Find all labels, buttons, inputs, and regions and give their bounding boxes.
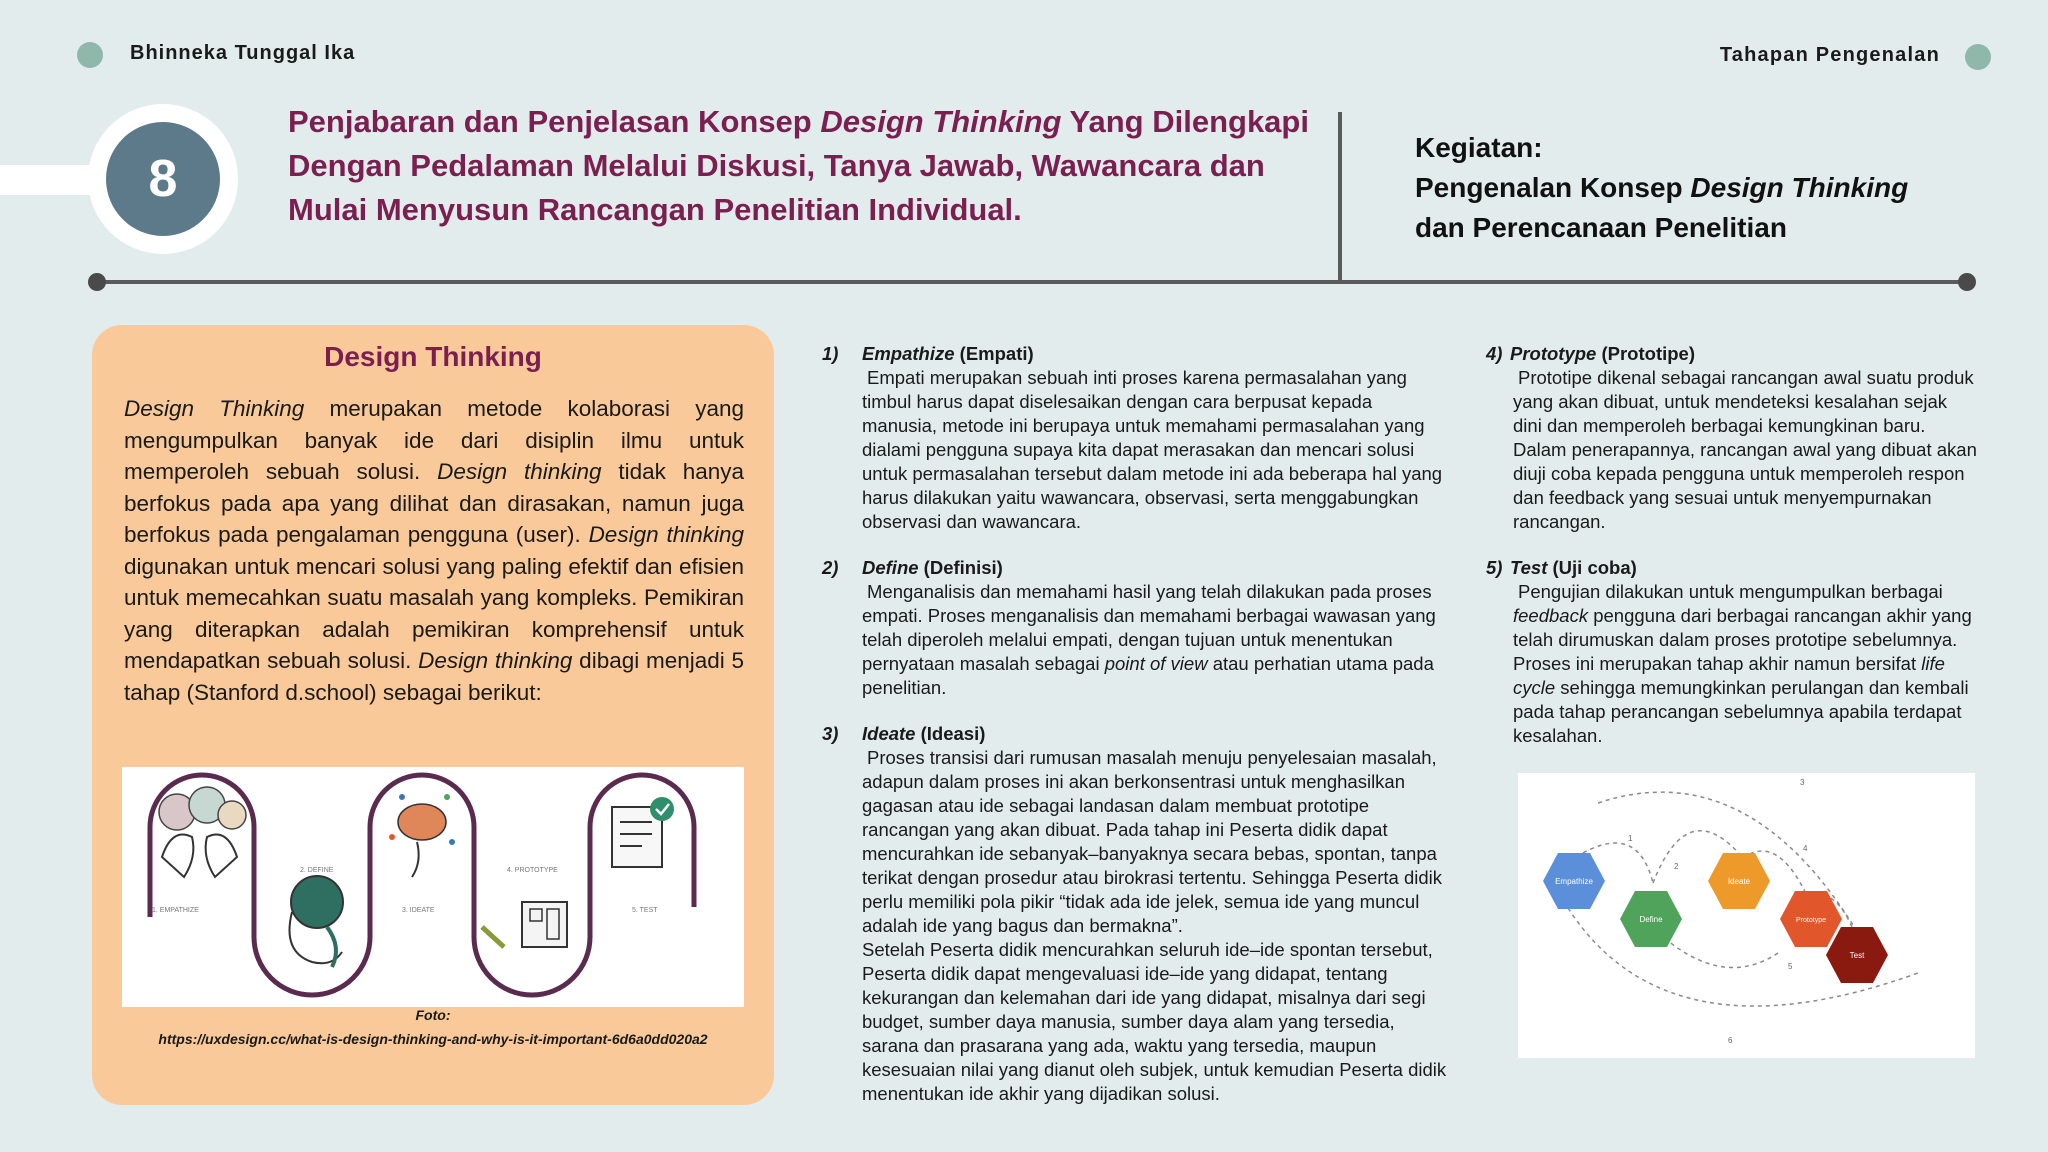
- step-empathize: [822, 342, 1447, 534]
- step-number: 4): [1486, 343, 1503, 364]
- step-text-body: Proses transisi dari rumusan masalah menuju penyelesaian masalah, adapun dalam proses ini akan berkonsentrasi untuk menghasilkan gagasan atau ide sebagai landasan dalam membuat prototipe rancangan yang akan dibuat. Pada tahap ini Peserta didik dapat mencurahkan ide sebanyak–banyaknya secara bebas, spontan, tanpa terikat dengan prosedur atau birokrasi tertentu. Sehingga Peserta didik perlu memiliki pola pikir “tidak ada ide jelek, semua ide yang muncul adalah ide yang bagus dan bermakna”.: [862, 747, 1443, 936]
- step-text-a: Menganalisis dan memahami hasil yang telah dilakukan pada proses empati. Proses menganalisis dan memahami berbagai wawasan yang telah diperoleh melalui empati, dengan tujuan untuk menentukan pernyataan masalah sebagai: [862, 581, 1436, 674]
- ideate-brain-icon: [389, 794, 455, 877]
- cycle-node-define: [1620, 891, 1682, 947]
- cycle-node-empathize: [1543, 853, 1605, 909]
- empathize-heads-icon: [159, 787, 246, 877]
- cycle-node-label: Test: [1849, 951, 1865, 960]
- illustration-label-1: 1. EMPATHIZE: [152, 907, 199, 914]
- step-number: 1): [822, 343, 839, 364]
- kegiatan-block: [1415, 128, 1908, 248]
- card-text-3: digunakan untuk mencari solusi yang paling efektif dan efisien untuk memecahkan suatu masalah yang kompleks. Pemikiran yang diterapkan adalah pemikiran komprehensif untuk mendapatkan sebuah solusi.: [124, 553, 744, 673]
- step-text-2: Setelah Peserta didik mencurahkan seluruh ide–ide spontan tersebut, Peserta didik dapat mengevaluasi ide–ide yang didapat, tentang kekurangan dan kelemahan dari ide yang didapat, misalnya dari segi budget, sumber daya manusia, sumber daya alam yang tersedia, sarana dan prasarana yang ada, waktu yang tersedia, maupun kesesuaian nilai yang dianut oleh subjek, untuk kemudian Peserta didik menentukan ide akhir yang dijadikan solusi.: [862, 939, 1447, 1104]
- step-title: [1510, 342, 1980, 366]
- step-number-badge: 8: [106, 122, 220, 236]
- vertical-divider: [1338, 112, 1342, 280]
- card-italic-2: Design thinking: [437, 459, 602, 484]
- cycle-arrow-number-2: 2: [1674, 862, 1679, 871]
- card-italic-1: Design Thinking: [124, 396, 305, 421]
- illustration-label-5: 5. TEST: [632, 907, 658, 914]
- cycle-node-test: [1826, 927, 1888, 983]
- test-checklist-icon: [612, 797, 674, 867]
- step-title-text: (Ideasi): [915, 723, 986, 744]
- prototype-sketch-icon: [482, 902, 567, 947]
- horizontal-divider: [96, 280, 1968, 284]
- step-title-text: (Empati): [954, 343, 1034, 364]
- step-ideate: [822, 722, 1447, 1106]
- illustration-svg: [122, 767, 744, 1007]
- illustration-label-2: 2. DEFINE: [300, 867, 334, 874]
- title-text-2: Yang Dilengkapi Dengan Pedalaman Melalui Diskusi, Tanya Jawab, Wawancara dan Mulai Menyusun Rancangan Penelitian Individual.: [288, 104, 1309, 227]
- step-title-italic: Define: [862, 557, 919, 578]
- card-text-4: dibagi menjadi 5 tahap (Stanford d.school) sebagai berikut:: [124, 648, 744, 705]
- step-text-a: Pengujian dilakukan untuk mengumpulkan berbagai: [1518, 581, 1943, 602]
- step-title-italic: Test: [1510, 557, 1548, 578]
- cycle-arrow-number-4: 4: [1803, 844, 1808, 853]
- header-left-dot: [77, 42, 103, 68]
- step-title: [1510, 556, 1980, 580]
- step-text-italic-2: life cycle: [1513, 653, 1945, 698]
- title-text-italic: Design Thinking: [820, 104, 1062, 139]
- card-text-2: tidak hanya berfokus pada apa yang dilihat dan dirasakan, namun juga berfokus pada pengalaman pengguna (user).: [124, 459, 744, 547]
- define-head-icon: [290, 876, 344, 967]
- divider-end-dot: [1958, 273, 1976, 291]
- step-text-b: pengguna dari berbagai rancangan akhir yang telah dirumuskan dalam proses prototipe sebelumnya. Proses ini merupakan tahap akhir namun bersifat: [1513, 605, 1972, 674]
- step-text-b: atau perhatian utama pada penelitian.: [862, 653, 1434, 698]
- photo-source-url[interactable]: https://uxdesign.cc/what-is-design-thinking-and-why-is-it-important-6d6a0dd020a2: [158, 1031, 708, 1047]
- card-italic-3: Design thinking: [588, 522, 745, 547]
- step-title: [862, 342, 1447, 366]
- card-italic-4: Design thinking: [418, 648, 573, 673]
- step-test: [1486, 556, 1980, 748]
- illustration-label-4: 4. PROTOTYPE: [507, 867, 558, 874]
- step-title: [862, 722, 1447, 746]
- step-text: [862, 580, 1447, 700]
- card-text-1: merupakan metode kolaborasi yang mengumpulkan banyak ide dari disiplin ilmu untuk memperoleh sebuah solusi.: [124, 396, 744, 484]
- cycle-arrow-number-1: 1: [1628, 834, 1633, 843]
- title-text-1: Penjabaran dan Penjelasan Konsep: [288, 104, 821, 139]
- header-right-label: Tahapan Pengenalan: [1719, 44, 1940, 66]
- step-title-text: (Prototipe): [1596, 343, 1695, 364]
- step-title-text: (Uji coba): [1547, 557, 1637, 578]
- kegiatan-line-3: dan Perencanaan Penelitian: [1415, 212, 1787, 243]
- step-title-italic: Prototype: [1510, 343, 1597, 364]
- design-thinking-illustration: [122, 767, 744, 1007]
- cycle-node-label: Ideate: [1727, 877, 1751, 886]
- cycle-arrow-number-5: 5: [1788, 962, 1793, 971]
- step-text: [1513, 580, 1980, 748]
- header-left-label: Bhinneka Tunggal Ika: [130, 42, 356, 64]
- kegiatan-text: Pengenalan Konsep: [1415, 172, 1691, 203]
- design-thinking-cycle-diagram: [1518, 773, 1975, 1058]
- cycle-node-label: Prototype: [1796, 917, 1826, 924]
- step-text-body: Empati merupakan sebuah inti proses karena permasalahan yang timbul harus dapat diselesaikan dengan cara berpusat kepada manusia, metode ini berupaya untuk memahami permasalahan yang dialami pengguna supaya kita dapat merasakan dan mencari solusi untuk permasalahan tersebut dalam metode ini ada beberapa hal yang harus dilakukan yaitu wawancara, observasi, serta menggabungkan observasi dan wawancara.: [862, 367, 1443, 532]
- step-number: 5): [1486, 557, 1503, 578]
- divider-start-dot: [88, 273, 106, 291]
- step-text-body: Prototipe dikenal sebagai rancangan awal suatu produk yang akan dibuat, untuk mendeteksi kesalahan sejak dini dan memperoleh berbagai kemungkinan baru. Dalam penerapannya, rancangan awal yang dibuat akan diuji coba kepada pengguna untuk memperoleh respon dan feedback yang sesuai untuk menyempurnakan rancangan.: [1513, 367, 1977, 532]
- step-text: [1513, 366, 1980, 534]
- page-title: [288, 100, 1318, 232]
- step-text-c: sehingga memungkinkan perulangan dan kembali pada tahap perancangan sebelumnya apabila terdapat kesalahan.: [1513, 677, 1969, 746]
- step-text: [862, 366, 1447, 534]
- step-title: [862, 556, 1447, 580]
- card-body: [124, 393, 744, 708]
- cycle-arrow-number-6: 6: [1728, 1036, 1733, 1045]
- cycle-node-ideate: [1708, 853, 1770, 909]
- illustration-label-3: 3. IDEATE: [402, 907, 435, 914]
- step-text-italic-1: feedback: [1513, 605, 1589, 626]
- cycle-node-label: Define: [1639, 915, 1663, 924]
- header-right-dot: [1965, 44, 1991, 70]
- step-title-text: (Definisi): [918, 557, 1003, 578]
- step-define: [822, 556, 1447, 700]
- step-text-italic: point of view: [1104, 653, 1208, 674]
- design-thinking-card: [92, 325, 774, 1105]
- card-title: Design Thinking: [324, 341, 542, 372]
- step-prototype: [1486, 342, 1980, 534]
- step-title-italic: Ideate: [862, 723, 916, 744]
- photo-label: Foto:: [415, 1007, 451, 1023]
- kegiatan-label: Kegiatan:: [1415, 132, 1543, 163]
- cycle-svg: [1518, 773, 1975, 1058]
- step-number: 2): [822, 557, 839, 578]
- kegiatan-line-2: [1415, 168, 1908, 208]
- step-title-italic: Empathize: [862, 343, 955, 364]
- step-number: 3): [822, 723, 839, 744]
- cycle-arrow-number-3: 3: [1800, 778, 1805, 787]
- kegiatan-italic: Design Thinking: [1690, 172, 1909, 203]
- step-text: [862, 746, 1447, 938]
- cycle-node-label: Empathize: [1555, 877, 1593, 886]
